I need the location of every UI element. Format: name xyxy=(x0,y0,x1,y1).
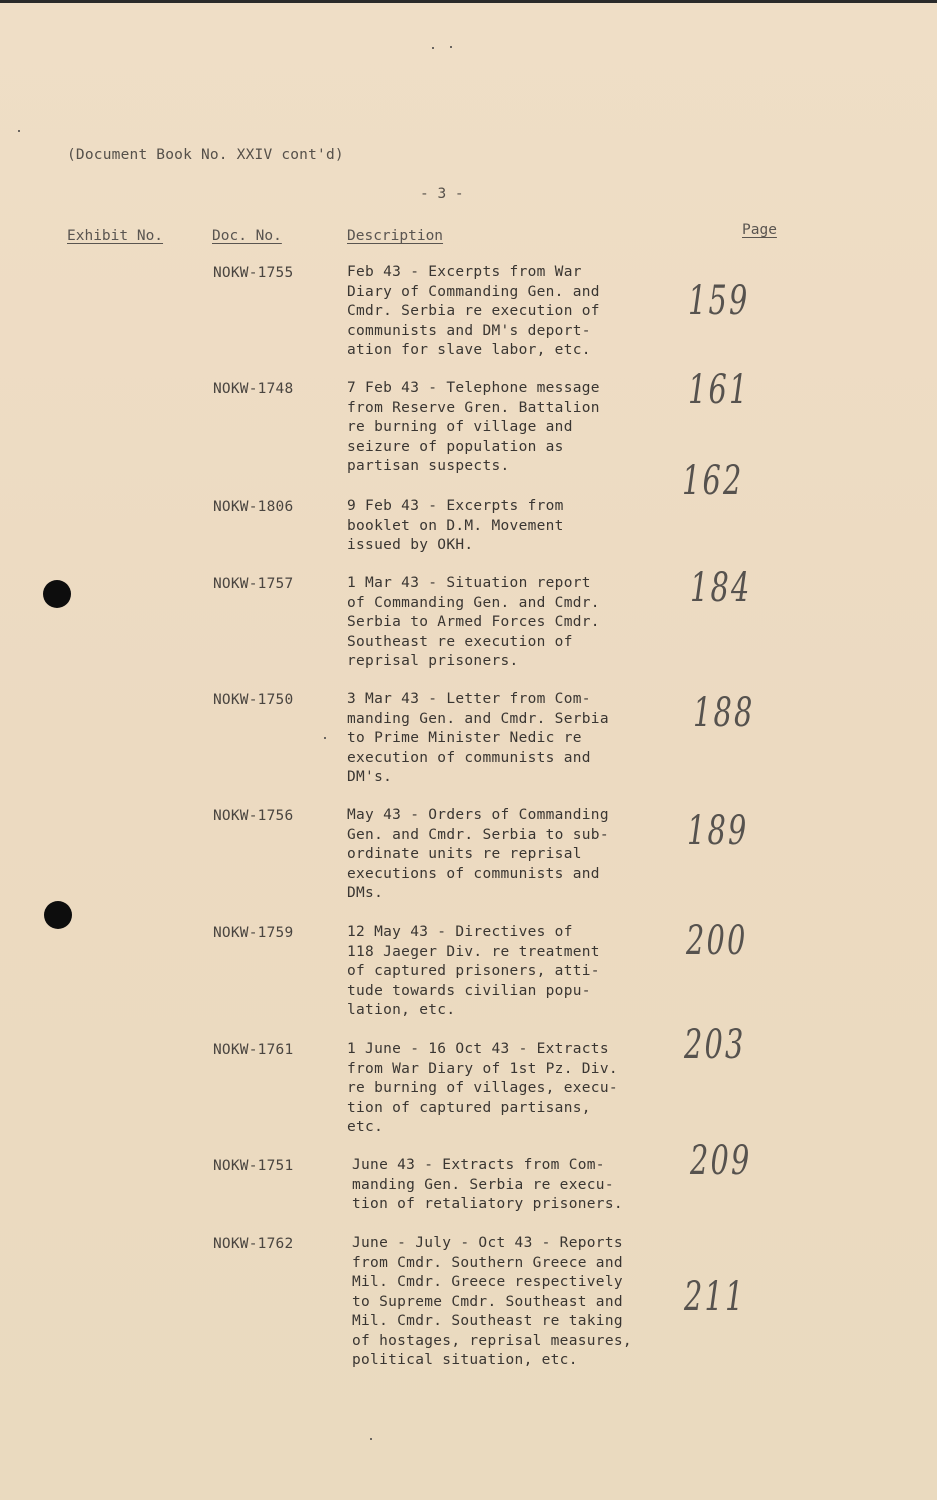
column-header-page: Page xyxy=(742,222,777,238)
handwritten-page-number: 188 xyxy=(693,690,755,736)
handwritten-page-number: 211 xyxy=(684,1274,746,1320)
entry-description: May 43 - Orders of Commanding Gen. and Cmdr. Serbia to sub- ordinate units re reprisal executions of communists and DMs. xyxy=(347,807,609,901)
paper-speck xyxy=(324,737,326,739)
entry-doc-number: NOKW-1751 xyxy=(213,1158,294,1174)
entry-doc-number: NOKW-1750 xyxy=(213,692,294,708)
handwritten-page-number: 189 xyxy=(687,808,749,854)
entry-description: June 43 - Extracts from Com- manding Gen. Serbia re execu- tion of retaliatory prisoners. xyxy=(352,1157,623,1212)
entry-description: 7 Feb 43 - Telephone message from Reserve Gren. Battalion re burning of village and seizure of population as partisan suspects. xyxy=(347,380,600,474)
entry-doc-number: NOKW-1756 xyxy=(213,808,294,824)
entry-doc-number: NOKW-1755 xyxy=(213,265,294,281)
handwritten-page-number: 203 xyxy=(684,1022,746,1068)
entry-doc-number: NOKW-1761 xyxy=(213,1042,294,1058)
entry-description: 12 May 43 - Directives of 118 Jaeger Div. re treatment of captured prisoners, atti- tude towards civilian popu- lation, etc. xyxy=(347,924,600,1018)
entry-doc-number: NOKW-1759 xyxy=(213,925,294,941)
page-number: - 3 - xyxy=(420,186,464,202)
entry-doc-number: NOKW-1748 xyxy=(213,381,294,397)
paper-speck xyxy=(18,130,20,132)
entry-description: 9 Feb 43 - Excerpts from booklet on D.M. Movement issued by OKH. xyxy=(347,498,564,553)
entry-description: June - July - Oct 43 - Reports from Cmdr. Southern Greece and Mil. Cmdr. Greece respectively to Supreme Cmdr. Southeast and Mil. Cmdr. Southeast re taking of hostages, reprisal measures, political situation, etc. xyxy=(352,1235,632,1368)
document-book-heading: (Document Book No. XXIV cont'd) xyxy=(67,147,344,163)
handwritten-page-number: 159 xyxy=(688,278,750,324)
entry-description: 3 Mar 43 - Letter from Com- manding Gen. and Cmdr. Serbia to Prime Minister Nedic re execution of communists and DM's. xyxy=(347,691,609,785)
paper-speck xyxy=(450,46,452,48)
paper-speck xyxy=(370,1438,372,1440)
handwritten-page-number: 162 xyxy=(682,458,744,504)
column-header-exhibit: Exhibit No. xyxy=(67,228,164,244)
entry-description: Feb 43 - Excerpts from War Diary of Commanding Gen. and Cmdr. Serbia re execution of communists and DM's deport- ation for slave labor, etc. xyxy=(347,264,600,358)
handwritten-page-number: 184 xyxy=(690,565,752,611)
handwritten-page-number: 161 xyxy=(688,367,750,413)
punch-hole xyxy=(43,580,71,608)
scan-edge xyxy=(0,0,937,3)
entry-description: 1 Mar 43 - Situation report of Commanding Gen. and Cmdr. Serbia to Armed Forces Cmdr. Southeast re execution of reprisal prisoners. xyxy=(347,575,600,669)
entry-description: 1 June - 16 Oct 43 - Extracts from War Diary of 1st Pz. Div. re burning of villages, execu- tion of captured partisans, etc. xyxy=(347,1041,618,1135)
column-header-description: Description xyxy=(347,228,444,244)
handwritten-page-number: 209 xyxy=(690,1138,752,1184)
handwritten-page-number: 200 xyxy=(686,918,748,964)
punch-hole xyxy=(44,901,72,929)
entry-doc-number: NOKW-1757 xyxy=(213,576,294,592)
column-header-doc: Doc. No. xyxy=(212,228,282,244)
entry-doc-number: NOKW-1806 xyxy=(213,499,294,515)
paper-speck xyxy=(432,47,434,49)
entry-doc-number: NOKW-1762 xyxy=(213,1236,294,1252)
